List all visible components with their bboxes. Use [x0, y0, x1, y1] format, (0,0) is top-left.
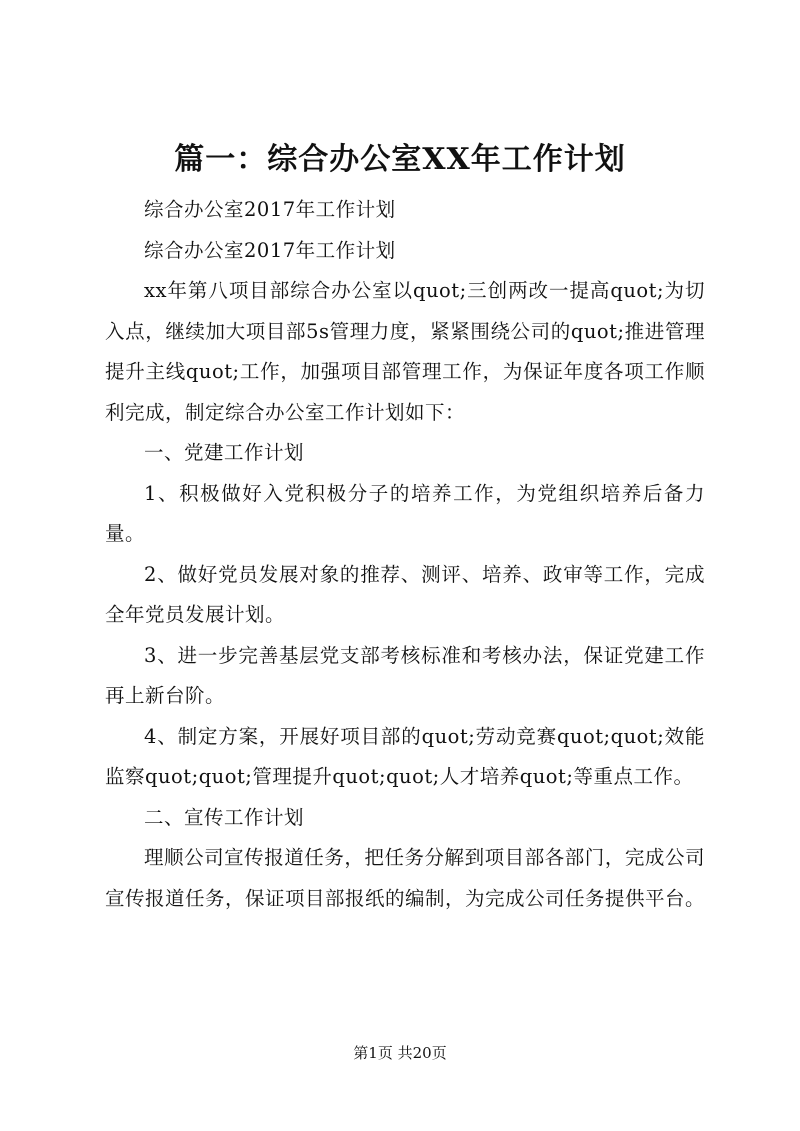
paragraph-intro: xx年第八项目部综合办公室以quot;三创两改一提高quot;为切入点，继续加大项目部5s管理力度，紧紧围绕公司的quot;推进管理提升主线quot;工作，加强项目部管理工作，为保证年度各项工作顺利完成，制定综合办公室工作计划如下：	[105, 279, 705, 424]
paragraph-subtitle-1: 综合办公室2017年工作计划	[144, 198, 396, 221]
section-heading-party: 一、党建工作计划	[144, 441, 305, 464]
section-heading-publicity: 二、宣传工作计划	[144, 805, 305, 829]
list-item-1: 1、积极做好入党积极分子的培养工作，为党组织培养后备力量。	[105, 481, 705, 545]
list-item-2: 2、做好党员发展对象的推荐、测评、培养、政审等工作，完成全年党员发展计划。	[105, 562, 705, 626]
page-number-footer: 第1页 共20页	[353, 1044, 447, 1062]
list-item-3: 3、进一步完善基层党支部考核标准和考核办法，保证党建工作再上新台阶。	[105, 643, 705, 707]
document-body	[105, 190, 705, 919]
document-title: 篇一：综合办公室XX年工作计划	[174, 142, 626, 177]
paragraph-subtitle-2: 综合办公室2017年工作计划	[144, 238, 396, 262]
list-item-4: 4、制定方案，开展好项目部的quot;劳动竞赛quot;quot;效能监察quot;quot;管理提升quot;quot;人才培养quot;等重点工作。	[105, 724, 705, 788]
paragraph-publicity: 理顺公司宣传报道任务，把任务分解到项目部各部门，完成公司宣传报道任务，保证项目部报纸的编制，为完成公司任务提供平台。	[105, 846, 706, 910]
